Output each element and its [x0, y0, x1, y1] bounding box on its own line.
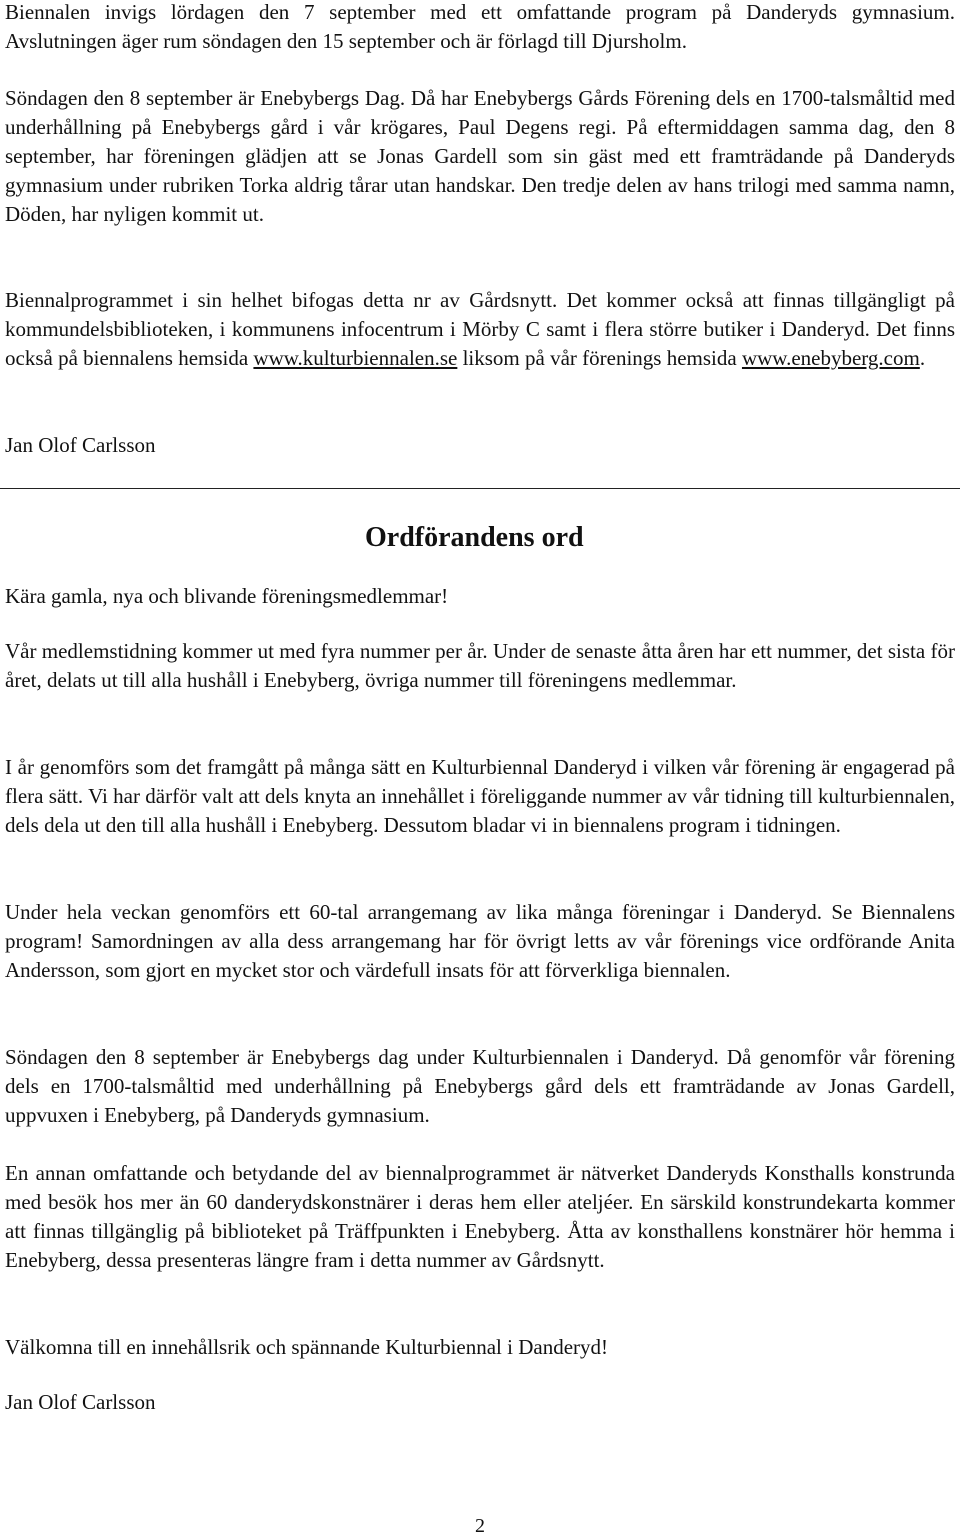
paragraph-text: .: [919, 346, 926, 370]
paragraph-text: liksom på vår förenings hemsida: [457, 346, 742, 370]
page-number: 2: [475, 1515, 485, 1537]
section-divider: [0, 488, 960, 489]
greeting: Kära gamla, nya och blivande föreningsmedlemmar!: [5, 584, 449, 608]
article-paragraph-3: Under hela veckan genomförs ett 60-tal arrangemang av lika många föreningar i Danderyd. Se Biennalens program! Samordningen av alla dess arrangemang har för övrigt letts av vår förenings vice ordförande Anita Andersson, som gjort en mycket stor och värdefull insats för att förverkliga biennalen.: [5, 900, 955, 982]
intro-paragraph-1: Biennalen invigs lördagen den 7 september med ett omfattande program på Danderyds gymnasium. Avslutningen äger rum söndagen den 15 september och är förlagd till Djursholm.: [5, 0, 955, 53]
enebyberg-link[interactable]: www.enebyberg.com: [741, 346, 920, 370]
article-paragraph-1: Vår medlemstidning kommer ut med fyra nummer per år. Under de senaste åtta åren har ett nummer, det sista för året, delats ut till alla hushåll i Enebyberg, övriga nummer till föreningens medlemmar.: [5, 639, 955, 692]
paragraph-text: Biennalprogrammet i sin helhet bifogas detta nr av Gårdsnytt. Det kommer också att finnas tillgängligt på kommundelsbiblioteken, i kommunens infocentrum i Mörby C samt i flera större butiker i Danderyd. Det finns också på biennalens hemsida: [5, 288, 955, 370]
article-paragraph-4: Söndagen den 8 september är Enebybergs dag under Kulturbiennalen i Danderyd. Då genomför vår förening dels en 1700-talsmåltid med underhållning på Enebybergs gård dels ett framträdande av Jonas Gardell, uppvuxen i Enebyberg, på Danderyds gymnasium.: [5, 1045, 955, 1127]
intro-paragraph-3: [5, 286, 955, 373]
article-paragraph-6: Välkomna till en innehållsrik och spännande Kulturbiennal i Danderyd!: [5, 1335, 609, 1359]
article-paragraph-2: I år genomförs som det framgått på många sätt en Kulturbiennal Danderyd i vilken vår förening är engagerad på flera sätt. Vi har därför valt att dels knyta an innehållet i föreliggande nummer av vår tidning till kulturbiennalen, dels dela ut den till alla hushåll i Enebyberg. Dessutom bladar vi in biennalens program i tidningen.: [5, 755, 955, 837]
article-signature: Jan Olof Carlsson: [5, 1390, 156, 1414]
intro-signature: Jan Olof Carlsson: [5, 433, 156, 457]
intro-paragraph-2: Söndagen den 8 september är Enebybergs Dag. Då har Enebybergs Gårds Förening dels en 1700-talsmåltid med underhållning på Enebybergs gård i vår krögares, Paul Degens regi. På eftermiddagen samma dag, den 8 september, har föreningen glädjen att se Jonas Gardell som sin gäst med ett framträdande på Danderyds gymnasium under rubriken Torka aldrig tårar utan handskar. Den tredje delen av hans trilogi med samma namn, Döden, har nyligen kommit ut.: [5, 86, 955, 226]
article-paragraph-5: En annan omfattande och betydande del av biennalprogrammet är nätverket Danderyds Konsthalls konstrunda med besök hos mer än 60 danderydskonstnärer i deras hem eller ateljéer. En särskild konstrundekarta kommer att finnas tillgänglig på biblioteket på Träffpunkten i Enebyberg. Åtta av konsthallens konstnärer hör hemma i Enebyberg, dessa presenteras längre fram i detta nummer av Gårdsnytt.: [5, 1161, 955, 1272]
article-heading: Ordförandens ord: [365, 522, 584, 553]
kulturbiennalen-link[interactable]: www.kulturbiennalen.se: [253, 346, 458, 370]
